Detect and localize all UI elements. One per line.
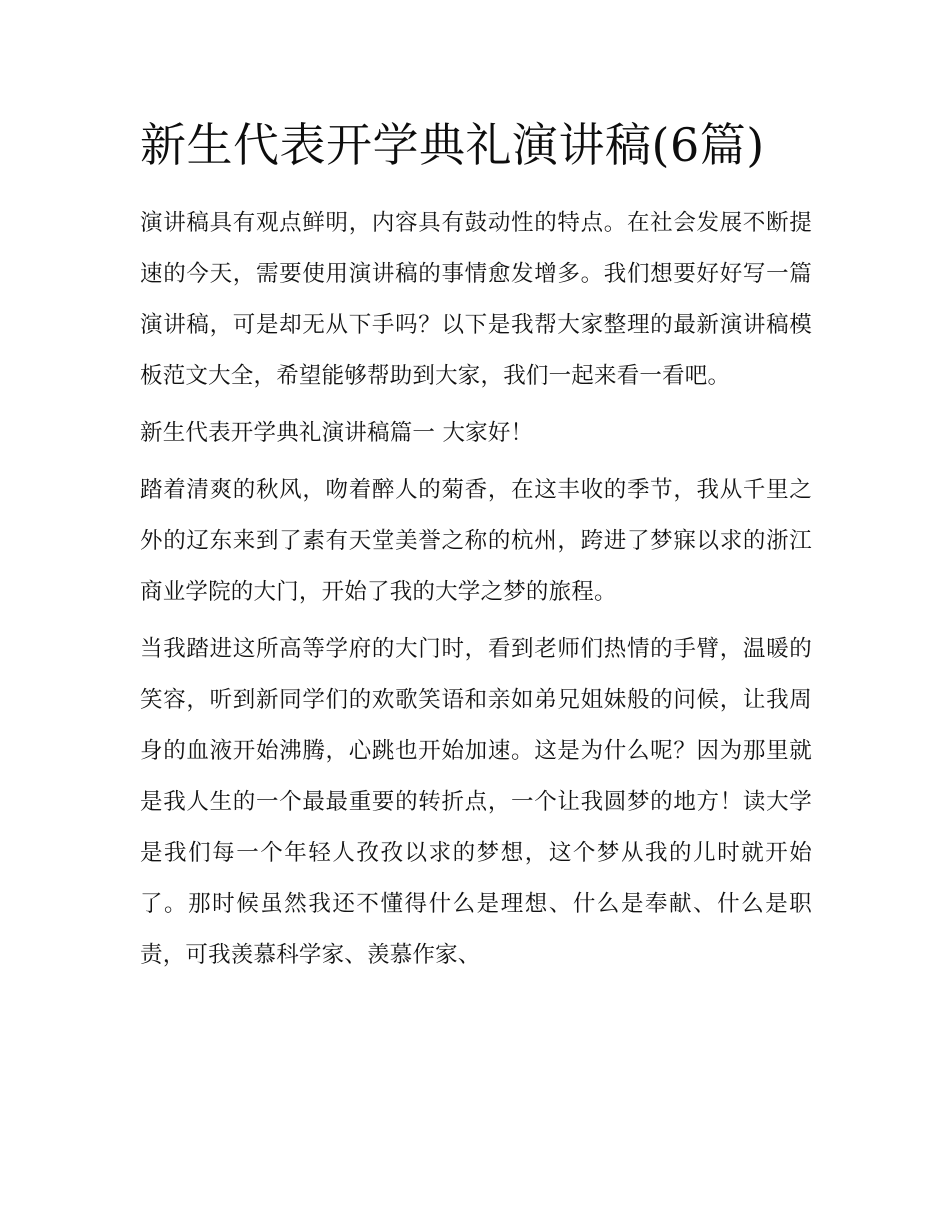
section-heading-paragraph: 新生代表开学典礼演讲稿篇一 大家好！ xyxy=(140,420,534,446)
document-body xyxy=(140,112,812,987)
document-title: 新生代表开学典礼演讲稿(6篇) xyxy=(140,118,765,172)
body-paragraph: 踏着清爽的秋风，吻着醉人的菊香，在这丰收的季节，我从千里之外的辽东来到了素有天堂美誉之称的杭州，跨进了梦寐以求的浙江商业学院的大门，开始了我的大学之梦的旅程。 xyxy=(140,477,812,605)
intro-paragraph: 演讲稿具有观点鲜明，内容具有鼓动性的特点。在社会发展不断提速的今天，需要使用演讲稿的事情愈发增多。我们想要好好写一篇演讲稿，可是却无从下手吗？以下是我帮大家整理的最新演讲稿模板范文大全，希望能够帮助到大家，我们一起来看一看吧。 xyxy=(140,210,812,389)
body-paragraph: 当我踏进这所高等学府的大门时，看到老师们热情的手臂，温暖的笑容，听到新同学们的欢歌笑语和亲如弟兄姐妹般的问候，让我周身的血液开始沸腾，心跳也开始加速。这是为什么呢？因为那里就是我人生的一个最最重要的转折点，一个让我圆梦的地方！读大学是我们每一个年轻人孜孜以求的梦想，这个梦从我的儿时就开始了。那时候虽然我还不懂得什么是理想、什么是奉献、什么是职责，可我羡慕科学家、羡慕作家、 xyxy=(140,636,812,968)
